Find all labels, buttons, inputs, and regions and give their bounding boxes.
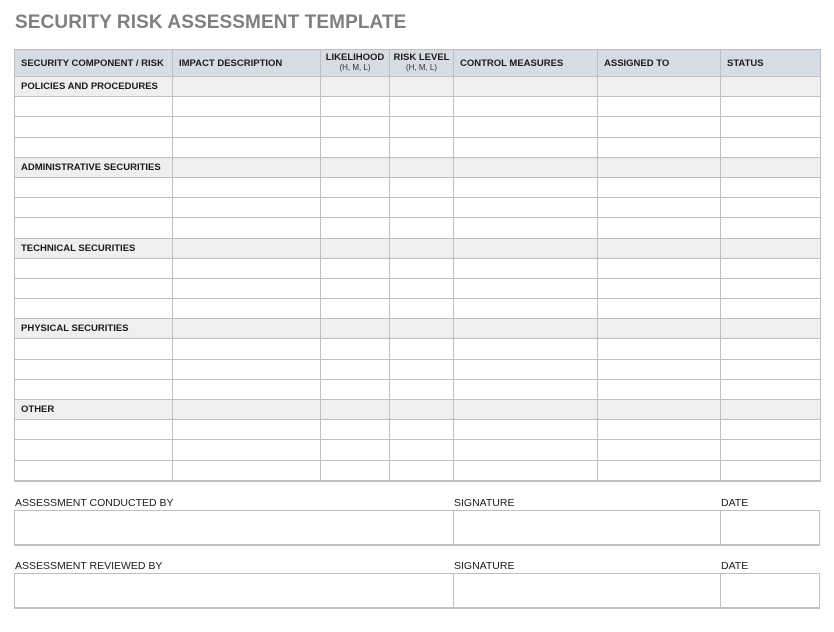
section-row-technical bbox=[15, 238, 821, 258]
conducted-date-field[interactable] bbox=[721, 511, 818, 543]
table-cell[interactable] bbox=[173, 339, 321, 359]
table-cell[interactable] bbox=[721, 440, 821, 460]
table-cell[interactable] bbox=[15, 440, 173, 460]
table-cell[interactable] bbox=[598, 299, 721, 319]
table-cell[interactable] bbox=[721, 379, 821, 399]
reviewed-by-label: ASSESSMENT REVIEWED BY bbox=[15, 560, 163, 572]
table-cell[interactable] bbox=[15, 359, 173, 379]
column-header-likelihood bbox=[321, 50, 390, 77]
section-row-policies bbox=[15, 77, 821, 97]
table-cell[interactable] bbox=[454, 137, 598, 157]
table-row bbox=[15, 218, 821, 238]
reviewed-date-label: DATE bbox=[721, 560, 749, 572]
table-cell[interactable] bbox=[390, 157, 454, 177]
table-cell[interactable] bbox=[454, 339, 598, 359]
table-cell[interactable] bbox=[390, 258, 454, 278]
table-cell[interactable] bbox=[321, 258, 390, 278]
table-cell[interactable] bbox=[454, 77, 598, 97]
table-row bbox=[15, 117, 821, 137]
table-cell[interactable] bbox=[15, 420, 173, 440]
table-cell[interactable] bbox=[454, 198, 598, 218]
table-cell[interactable] bbox=[321, 238, 390, 258]
table-cell[interactable] bbox=[321, 460, 390, 481]
table-cell[interactable] bbox=[390, 379, 454, 399]
table-cell[interactable] bbox=[598, 117, 721, 137]
table-row bbox=[15, 97, 821, 117]
section-row-administrative bbox=[15, 157, 821, 177]
table-cell[interactable] bbox=[321, 319, 390, 339]
table-cell[interactable] bbox=[390, 198, 454, 218]
table-cell[interactable] bbox=[721, 460, 821, 481]
table-cell[interactable] bbox=[454, 117, 598, 137]
column-header-assigned-to: ASSIGNED TO bbox=[598, 50, 721, 77]
column-header-component: SECURITY COMPONENT / RISK bbox=[15, 50, 173, 77]
table-cell[interactable] bbox=[454, 400, 598, 420]
table-cell[interactable] bbox=[15, 299, 173, 319]
table-cell[interactable] bbox=[173, 137, 321, 157]
table-cell[interactable] bbox=[454, 420, 598, 440]
table-cell[interactable] bbox=[321, 359, 390, 379]
table-cell[interactable] bbox=[598, 278, 721, 298]
table-cell[interactable] bbox=[598, 218, 721, 238]
table-cell[interactable] bbox=[721, 400, 821, 420]
table-cell[interactable] bbox=[390, 420, 454, 440]
table-cell[interactable] bbox=[454, 278, 598, 298]
table-cell[interactable] bbox=[598, 319, 721, 339]
table-cell[interactable] bbox=[454, 97, 598, 117]
table-cell[interactable] bbox=[173, 177, 321, 197]
table-cell[interactable] bbox=[321, 420, 390, 440]
table-row bbox=[15, 339, 821, 359]
table-row bbox=[15, 299, 821, 319]
table-cell[interactable] bbox=[454, 379, 598, 399]
section-label: TECHNICAL SECURITIES bbox=[15, 238, 173, 258]
table-cell[interactable] bbox=[390, 177, 454, 197]
reviewed-date-field[interactable] bbox=[721, 574, 818, 606]
likelihood-label: LIKELIHOOD bbox=[325, 52, 385, 63]
table-row bbox=[15, 177, 821, 197]
table-cell[interactable] bbox=[390, 238, 454, 258]
table-cell[interactable] bbox=[721, 177, 821, 197]
reviewed-signature-label: SIGNATURE bbox=[454, 560, 515, 572]
table-cell[interactable] bbox=[721, 137, 821, 157]
table-cell[interactable] bbox=[454, 157, 598, 177]
section-label: OTHER bbox=[15, 400, 173, 420]
table-cell[interactable] bbox=[721, 157, 821, 177]
table-cell[interactable] bbox=[721, 198, 821, 218]
table-cell[interactable] bbox=[598, 460, 721, 481]
table-cell[interactable] bbox=[454, 299, 598, 319]
table-cell[interactable] bbox=[598, 400, 721, 420]
reviewed-signature-field[interactable] bbox=[454, 574, 719, 606]
section-row-physical bbox=[15, 319, 821, 339]
table-cell[interactable] bbox=[15, 177, 173, 197]
table-cell[interactable] bbox=[321, 278, 390, 298]
table-cell[interactable] bbox=[173, 420, 321, 440]
table-cell[interactable] bbox=[173, 77, 321, 97]
table-cell[interactable] bbox=[173, 359, 321, 379]
table-cell[interactable] bbox=[721, 420, 821, 440]
table-cell[interactable] bbox=[173, 400, 321, 420]
table-cell[interactable] bbox=[15, 218, 173, 238]
reviewed-by-field[interactable] bbox=[15, 574, 452, 606]
table-cell[interactable] bbox=[321, 339, 390, 359]
table-cell[interactable] bbox=[15, 137, 173, 157]
column-header-status: STATUS bbox=[721, 50, 821, 77]
table-cell[interactable] bbox=[390, 339, 454, 359]
table-cell[interactable] bbox=[15, 460, 173, 481]
conducted-by-field[interactable] bbox=[15, 511, 452, 543]
section-label: POLICIES AND PROCEDURES bbox=[15, 77, 173, 97]
table-cell[interactable] bbox=[173, 278, 321, 298]
table-cell[interactable] bbox=[454, 440, 598, 460]
table-cell[interactable] bbox=[173, 238, 321, 258]
table-row bbox=[15, 137, 821, 157]
table-cell[interactable] bbox=[321, 299, 390, 319]
table-cell[interactable] bbox=[454, 177, 598, 197]
section-label: ADMINISTRATIVE SECURITIES bbox=[15, 157, 173, 177]
table-cell[interactable] bbox=[598, 339, 721, 359]
table-cell[interactable] bbox=[321, 379, 390, 399]
table-cell[interactable] bbox=[598, 177, 721, 197]
table-cell[interactable] bbox=[454, 258, 598, 278]
table-cell[interactable] bbox=[454, 238, 598, 258]
table-cell[interactable] bbox=[598, 238, 721, 258]
table-cell[interactable] bbox=[390, 460, 454, 481]
table-cell[interactable] bbox=[598, 420, 721, 440]
table-cell[interactable] bbox=[321, 198, 390, 218]
risk-level-sublabel: (H, M, L) bbox=[405, 63, 438, 72]
page-title: SECURITY RISK ASSESSMENT TEMPLATE bbox=[15, 12, 407, 33]
table-cell[interactable] bbox=[321, 400, 390, 420]
column-header-risk-level bbox=[390, 50, 454, 77]
table-cell[interactable] bbox=[390, 319, 454, 339]
table-cell[interactable] bbox=[454, 359, 598, 379]
table-cell[interactable] bbox=[598, 137, 721, 157]
table-cell[interactable] bbox=[390, 97, 454, 117]
table-cell[interactable] bbox=[15, 379, 173, 399]
table-cell[interactable] bbox=[598, 77, 721, 97]
table-cell[interactable] bbox=[721, 97, 821, 117]
table-cell[interactable] bbox=[321, 77, 390, 97]
table-cell[interactable] bbox=[321, 157, 390, 177]
table-cell[interactable] bbox=[721, 218, 821, 238]
table-cell[interactable] bbox=[390, 218, 454, 238]
likelihood-sublabel: (H, M, L) bbox=[339, 63, 371, 72]
table-cell[interactable] bbox=[173, 157, 321, 177]
table-cell[interactable] bbox=[173, 97, 321, 117]
table-cell[interactable] bbox=[321, 177, 390, 197]
table-row bbox=[15, 278, 821, 298]
table-cell[interactable] bbox=[598, 97, 721, 117]
table-cell[interactable] bbox=[173, 299, 321, 319]
table-cell[interactable] bbox=[454, 460, 598, 481]
table-cell[interactable] bbox=[321, 218, 390, 238]
table-cell[interactable] bbox=[321, 137, 390, 157]
table-cell[interactable] bbox=[721, 299, 821, 319]
table-row bbox=[15, 460, 821, 481]
table-cell[interactable] bbox=[321, 117, 390, 137]
table-row bbox=[15, 258, 821, 278]
table-row bbox=[15, 420, 821, 440]
table-cell[interactable] bbox=[15, 198, 173, 218]
table-cell[interactable] bbox=[454, 218, 598, 238]
table-cell[interactable] bbox=[390, 440, 454, 460]
table-cell[interactable] bbox=[454, 319, 598, 339]
section-label: PHYSICAL SECURITIES bbox=[15, 319, 173, 339]
table-row bbox=[15, 379, 821, 399]
table-cell[interactable] bbox=[598, 379, 721, 399]
table-cell[interactable] bbox=[598, 157, 721, 177]
table-cell[interactable] bbox=[173, 379, 321, 399]
table-cell[interactable] bbox=[598, 440, 721, 460]
column-header-control-measures: CONTROL MEASURES bbox=[454, 50, 598, 77]
table-cell[interactable] bbox=[390, 137, 454, 157]
section-row-other bbox=[15, 400, 821, 420]
table-cell[interactable] bbox=[173, 198, 321, 218]
table-cell[interactable] bbox=[390, 400, 454, 420]
table-row bbox=[15, 440, 821, 460]
table-cell[interactable] bbox=[173, 218, 321, 238]
table-cell[interactable] bbox=[173, 440, 321, 460]
table-cell[interactable] bbox=[173, 460, 321, 481]
table-cell[interactable] bbox=[390, 278, 454, 298]
table-cell[interactable] bbox=[390, 117, 454, 137]
table-cell[interactable] bbox=[173, 258, 321, 278]
conducted-signature-label: SIGNATURE bbox=[454, 497, 515, 509]
table-cell[interactable] bbox=[598, 198, 721, 218]
table-cell[interactable] bbox=[721, 117, 821, 137]
table-cell[interactable] bbox=[721, 319, 821, 339]
table-cell[interactable] bbox=[15, 278, 173, 298]
risk-level-label: RISK LEVEL bbox=[393, 52, 450, 63]
table-cell[interactable] bbox=[721, 238, 821, 258]
table-cell[interactable] bbox=[390, 359, 454, 379]
table-cell[interactable] bbox=[721, 359, 821, 379]
table-row bbox=[15, 198, 821, 218]
column-header-impact: IMPACT DESCRIPTION bbox=[173, 50, 321, 77]
table-row bbox=[15, 359, 821, 379]
table-cell[interactable] bbox=[390, 77, 454, 97]
table-cell[interactable] bbox=[598, 258, 721, 278]
table-cell[interactable] bbox=[390, 299, 454, 319]
table-cell[interactable] bbox=[721, 258, 821, 278]
table-cell[interactable] bbox=[598, 359, 721, 379]
conducted-signature-field[interactable] bbox=[454, 511, 719, 543]
table-header-row bbox=[15, 50, 821, 77]
conducted-by-label: ASSESSMENT CONDUCTED BY bbox=[15, 497, 174, 509]
conducted-date-label: DATE bbox=[721, 497, 749, 509]
table-cell[interactable] bbox=[15, 117, 173, 137]
table-cell[interactable] bbox=[721, 339, 821, 359]
table-cell[interactable] bbox=[15, 258, 173, 278]
table-cell[interactable] bbox=[15, 97, 173, 117]
table-cell[interactable] bbox=[15, 339, 173, 359]
table-cell[interactable] bbox=[173, 117, 321, 137]
table-cell[interactable] bbox=[173, 319, 321, 339]
risk-assessment-table bbox=[14, 49, 821, 482]
table-cell[interactable] bbox=[721, 77, 821, 97]
table-cell[interactable] bbox=[321, 97, 390, 117]
table-cell[interactable] bbox=[721, 278, 821, 298]
table-cell[interactable] bbox=[321, 440, 390, 460]
